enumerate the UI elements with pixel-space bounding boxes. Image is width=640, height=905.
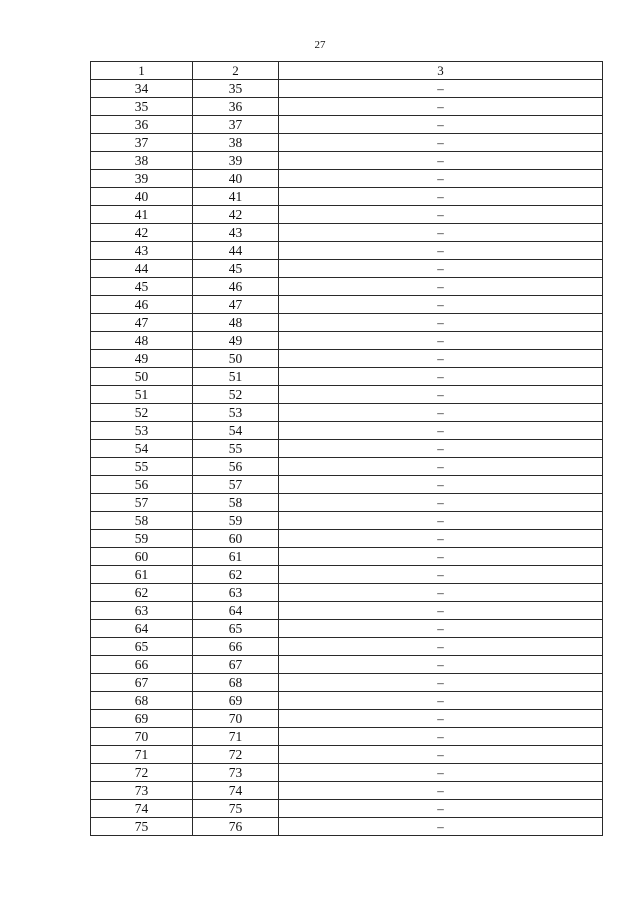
data-table-container bbox=[90, 61, 602, 836]
table-cell-col-1: 53 bbox=[91, 422, 193, 440]
table-cell-col-1: 45 bbox=[91, 278, 193, 296]
table-cell-col-1: 40 bbox=[91, 188, 193, 206]
table-cell-col-3: – bbox=[279, 278, 603, 296]
table-cell-col-3: – bbox=[279, 818, 603, 836]
table-cell-col-3: – bbox=[279, 566, 603, 584]
table-cell-col-1: 38 bbox=[91, 152, 193, 170]
table-row bbox=[91, 80, 603, 98]
table-row bbox=[91, 422, 603, 440]
table-row bbox=[91, 494, 603, 512]
table-cell-col-3: – bbox=[279, 620, 603, 638]
table-cell-col-1: 65 bbox=[91, 638, 193, 656]
table-cell-col-3: – bbox=[279, 764, 603, 782]
table-row bbox=[91, 800, 603, 818]
table-row bbox=[91, 566, 603, 584]
table-cell-col-1: 50 bbox=[91, 368, 193, 386]
table-cell-col-1: 73 bbox=[91, 782, 193, 800]
table-row bbox=[91, 386, 603, 404]
table-row bbox=[91, 278, 603, 296]
table-cell-col-1: 59 bbox=[91, 530, 193, 548]
table-row bbox=[91, 440, 603, 458]
table-cell-col-3: – bbox=[279, 530, 603, 548]
table-cell-col-1: 44 bbox=[91, 260, 193, 278]
table-cell-col-1: 37 bbox=[91, 134, 193, 152]
table-row bbox=[91, 170, 603, 188]
table-cell-col-2: 67 bbox=[193, 656, 279, 674]
table-cell-col-1: 63 bbox=[91, 602, 193, 620]
table-cell-col-1: 46 bbox=[91, 296, 193, 314]
table-cell-col-1: 66 bbox=[91, 656, 193, 674]
table-cell-col-2: 62 bbox=[193, 566, 279, 584]
table-cell-col-2: 41 bbox=[193, 188, 279, 206]
table-cell-col-2: 68 bbox=[193, 674, 279, 692]
table-cell-col-2: 39 bbox=[193, 152, 279, 170]
table-cell-col-2: 72 bbox=[193, 746, 279, 764]
table-cell-col-3: – bbox=[279, 134, 603, 152]
table-cell-col-3: – bbox=[279, 98, 603, 116]
table-cell-col-3: – bbox=[279, 548, 603, 566]
table-row bbox=[91, 746, 603, 764]
table-cell-col-3: – bbox=[279, 314, 603, 332]
table-cell-col-2: 60 bbox=[193, 530, 279, 548]
table-row bbox=[91, 152, 603, 170]
table-row bbox=[91, 332, 603, 350]
table-row bbox=[91, 116, 603, 134]
table-row bbox=[91, 548, 603, 566]
table-cell-col-1: 34 bbox=[91, 80, 193, 98]
table-cell-col-3: – bbox=[279, 350, 603, 368]
table-cell-col-3: – bbox=[279, 674, 603, 692]
table-cell-col-2: 75 bbox=[193, 800, 279, 818]
table-row bbox=[91, 638, 603, 656]
table-cell-col-3: – bbox=[279, 368, 603, 386]
table-cell-col-3: – bbox=[279, 170, 603, 188]
table-row bbox=[91, 782, 603, 800]
table-cell-col-2: 40 bbox=[193, 170, 279, 188]
table-cell-col-2: 55 bbox=[193, 440, 279, 458]
table-cell-col-3: – bbox=[279, 800, 603, 818]
table-cell-col-3: – bbox=[279, 638, 603, 656]
table-cell-col-1: 43 bbox=[91, 242, 193, 260]
table-cell-col-3: – bbox=[279, 116, 603, 134]
table-cell-col-1: 70 bbox=[91, 728, 193, 746]
table-cell-col-2: 47 bbox=[193, 296, 279, 314]
table-cell-col-3: – bbox=[279, 458, 603, 476]
table-row bbox=[91, 584, 603, 602]
table-cell-col-2: 64 bbox=[193, 602, 279, 620]
table-body bbox=[91, 80, 603, 836]
table-cell-col-1: 57 bbox=[91, 494, 193, 512]
column-header-2: 2 bbox=[193, 62, 279, 80]
table-cell-col-1: 58 bbox=[91, 512, 193, 530]
table-cell-col-3: – bbox=[279, 386, 603, 404]
table-cell-col-1: 51 bbox=[91, 386, 193, 404]
table-row bbox=[91, 530, 603, 548]
data-table bbox=[90, 61, 603, 836]
table-cell-col-2: 46 bbox=[193, 278, 279, 296]
table-cell-col-3: – bbox=[279, 728, 603, 746]
table-cell-col-1: 52 bbox=[91, 404, 193, 422]
table-cell-col-1: 54 bbox=[91, 440, 193, 458]
table-cell-col-3: – bbox=[279, 692, 603, 710]
table-row bbox=[91, 206, 603, 224]
table-row bbox=[91, 458, 603, 476]
table-cell-col-3: – bbox=[279, 746, 603, 764]
table-cell-col-3: – bbox=[279, 242, 603, 260]
table-cell-col-2: 58 bbox=[193, 494, 279, 512]
table-row bbox=[91, 368, 603, 386]
table-row bbox=[91, 242, 603, 260]
table-row bbox=[91, 710, 603, 728]
page-number: 27 bbox=[314, 39, 326, 51]
table-cell-col-1: 36 bbox=[91, 116, 193, 134]
table-row bbox=[91, 134, 603, 152]
table-cell-col-2: 45 bbox=[193, 260, 279, 278]
table-cell-col-1: 42 bbox=[91, 224, 193, 242]
table-cell-col-2: 69 bbox=[193, 692, 279, 710]
table-row bbox=[91, 476, 603, 494]
table-row bbox=[91, 350, 603, 368]
table-cell-col-2: 57 bbox=[193, 476, 279, 494]
table-row bbox=[91, 224, 603, 242]
table-cell-col-1: 64 bbox=[91, 620, 193, 638]
table-cell-col-2: 42 bbox=[193, 206, 279, 224]
table-row bbox=[91, 818, 603, 836]
table-cell-col-2: 44 bbox=[193, 242, 279, 260]
header-row bbox=[91, 62, 603, 80]
table-cell-col-2: 50 bbox=[193, 350, 279, 368]
table-row bbox=[91, 98, 603, 116]
table-cell-col-1: 74 bbox=[91, 800, 193, 818]
table-cell-col-1: 61 bbox=[91, 566, 193, 584]
table-row bbox=[91, 764, 603, 782]
column-header-1: 1 bbox=[91, 62, 193, 80]
table-row bbox=[91, 674, 603, 692]
table-cell-col-2: 54 bbox=[193, 422, 279, 440]
table-cell-col-2: 36 bbox=[193, 98, 279, 116]
table-cell-col-2: 70 bbox=[193, 710, 279, 728]
table-cell-col-2: 59 bbox=[193, 512, 279, 530]
table-cell-col-2: 49 bbox=[193, 332, 279, 350]
table-row bbox=[91, 404, 603, 422]
table-cell-col-1: 49 bbox=[91, 350, 193, 368]
table-row bbox=[91, 728, 603, 746]
table-cell-col-1: 55 bbox=[91, 458, 193, 476]
table-cell-col-1: 47 bbox=[91, 314, 193, 332]
table-cell-col-1: 41 bbox=[91, 206, 193, 224]
table-row bbox=[91, 692, 603, 710]
table-cell-col-3: – bbox=[279, 494, 603, 512]
table-cell-col-1: 39 bbox=[91, 170, 193, 188]
table-cell-col-3: – bbox=[279, 206, 603, 224]
table-cell-col-1: 68 bbox=[91, 692, 193, 710]
table-cell-col-1: 71 bbox=[91, 746, 193, 764]
table-cell-col-1: 56 bbox=[91, 476, 193, 494]
table-cell-col-2: 51 bbox=[193, 368, 279, 386]
table-cell-col-3: – bbox=[279, 80, 603, 98]
table-row bbox=[91, 260, 603, 278]
table-row bbox=[91, 314, 603, 332]
table-cell-col-2: 37 bbox=[193, 116, 279, 134]
table-cell-col-1: 72 bbox=[91, 764, 193, 782]
table-cell-col-1: 48 bbox=[91, 332, 193, 350]
table-row bbox=[91, 620, 603, 638]
table-cell-col-2: 52 bbox=[193, 386, 279, 404]
table-cell-col-2: 76 bbox=[193, 818, 279, 836]
table-cell-col-2: 73 bbox=[193, 764, 279, 782]
table-row bbox=[91, 602, 603, 620]
column-header-3: 3 bbox=[279, 62, 603, 80]
table-cell-col-3: – bbox=[279, 440, 603, 458]
table-cell-col-1: 69 bbox=[91, 710, 193, 728]
table-row bbox=[91, 188, 603, 206]
table-cell-col-3: – bbox=[279, 782, 603, 800]
table-cell-col-3: – bbox=[279, 656, 603, 674]
table-cell-col-3: – bbox=[279, 584, 603, 602]
table-cell-col-3: – bbox=[279, 332, 603, 350]
table-cell-col-2: 48 bbox=[193, 314, 279, 332]
table-cell-col-2: 71 bbox=[193, 728, 279, 746]
table-cell-col-2: 66 bbox=[193, 638, 279, 656]
table-cell-col-3: – bbox=[279, 710, 603, 728]
table-cell-col-3: – bbox=[279, 152, 603, 170]
table-cell-col-2: 65 bbox=[193, 620, 279, 638]
table-cell-col-2: 38 bbox=[193, 134, 279, 152]
table-cell-col-3: – bbox=[279, 512, 603, 530]
table-cell-col-2: 35 bbox=[193, 80, 279, 98]
table-cell-col-1: 35 bbox=[91, 98, 193, 116]
table-cell-col-3: – bbox=[279, 260, 603, 278]
table-cell-col-1: 75 bbox=[91, 818, 193, 836]
table-cell-col-2: 56 bbox=[193, 458, 279, 476]
table-cell-col-3: – bbox=[279, 476, 603, 494]
table-cell-col-1: 62 bbox=[91, 584, 193, 602]
table-cell-col-2: 61 bbox=[193, 548, 279, 566]
table-cell-col-3: – bbox=[279, 224, 603, 242]
table-cell-col-3: – bbox=[279, 404, 603, 422]
table-cell-col-1: 67 bbox=[91, 674, 193, 692]
table-cell-col-3: – bbox=[279, 602, 603, 620]
table-cell-col-3: – bbox=[279, 422, 603, 440]
table-cell-col-2: 53 bbox=[193, 404, 279, 422]
table-cell-col-2: 74 bbox=[193, 782, 279, 800]
table-cell-col-2: 63 bbox=[193, 584, 279, 602]
table-row bbox=[91, 512, 603, 530]
table-cell-col-3: – bbox=[279, 296, 603, 314]
table-cell-col-1: 60 bbox=[91, 548, 193, 566]
table-row bbox=[91, 656, 603, 674]
table-row bbox=[91, 296, 603, 314]
table-cell-col-3: – bbox=[279, 188, 603, 206]
table-header bbox=[91, 62, 603, 80]
table-cell-col-2: 43 bbox=[193, 224, 279, 242]
